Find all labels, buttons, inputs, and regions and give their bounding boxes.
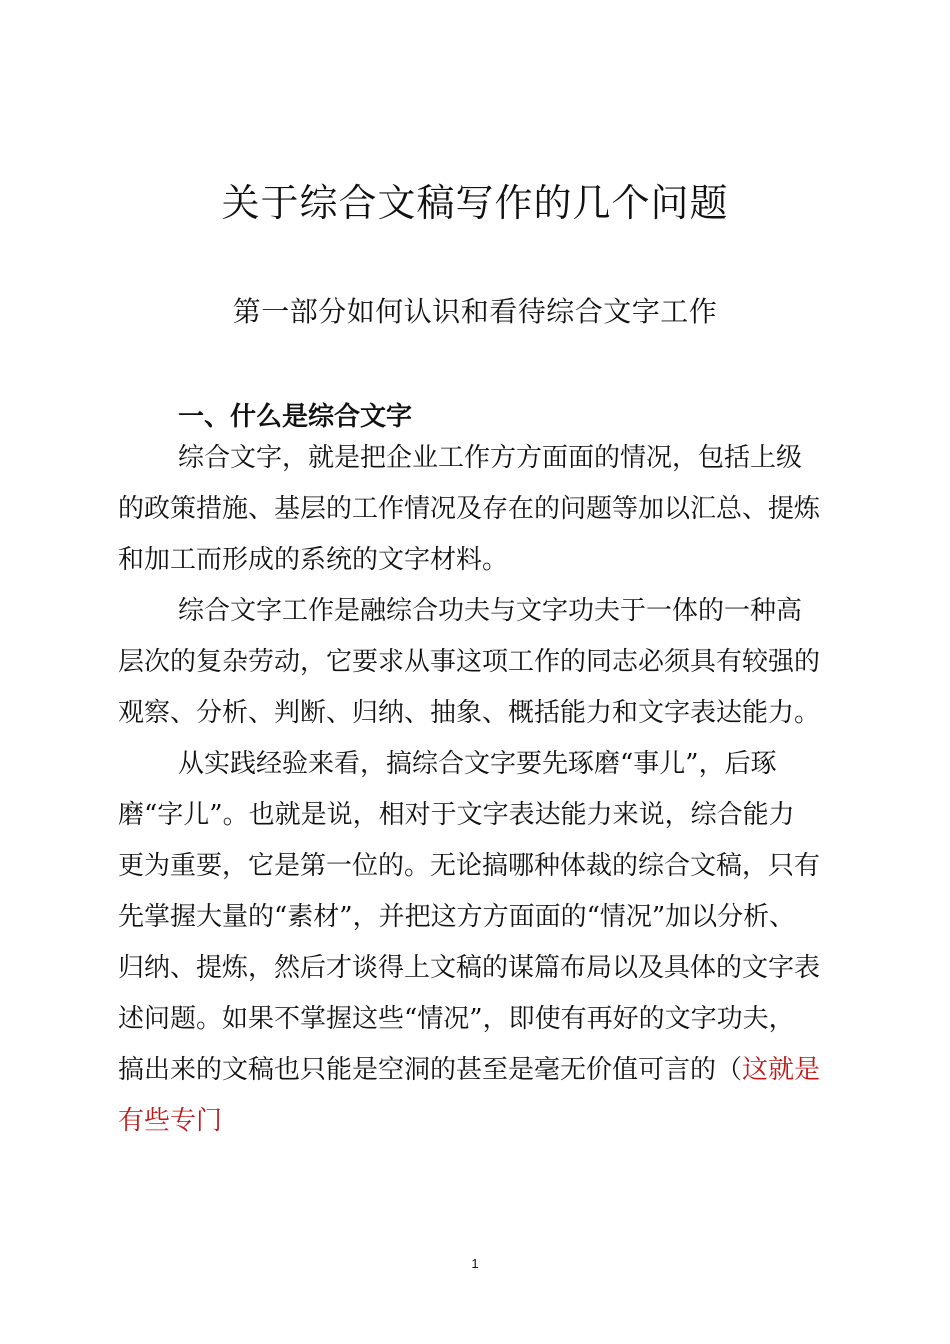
page-number: 1 — [471, 1256, 479, 1271]
paragraph-line: 述问题。如果不掌握这些“情况”，即使有再好的文字功夫， — [118, 1004, 795, 1034]
red-highlight-line: 有些专门 — [118, 1106, 223, 1136]
paragraph-line: 综合文字工作是融综合功夫与文字功夫于一体的一种高 — [178, 596, 803, 626]
red-highlight-text: 这就是 — [742, 1055, 821, 1085]
paragraph-line: 观察、分析、判断、归纳、抽象、概括能力和文字表达能力。 — [118, 698, 821, 728]
paragraph-line: 层次的复杂劳动，它要求从事这项工作的同志必须具有较强的 — [118, 647, 821, 677]
paragraph-line: 更为重要，它是第一位的。无论搞哪种体裁的综合文稿，只有 — [118, 851, 821, 881]
paragraph-line: 先掌握大量的“素材”，并把这方方面面的“情况”加以分析、 — [118, 902, 796, 932]
paragraph-line: 磨“字儿”。也就是说，相对于文字表达能力来说，综合能力 — [118, 800, 795, 830]
document-title: 关于综合文稿写作的几个问题 — [221, 181, 729, 225]
paragraph-line: 归纳、提炼，然后才谈得上文稿的谋篇布局以及具体的文字表 — [118, 953, 821, 983]
paragraph-line: 和加工而形成的系统的文字材料。 — [118, 545, 509, 575]
paragraph-line: 综合文字，就是把企业工作方方面面的情况，包括上级 — [178, 443, 803, 473]
paragraph-line: 从实践经验来看，搞综合文字要先琢磨“事儿”，后琢 — [178, 749, 777, 779]
paragraph-line-text: 搞出来的文稿也只能是空洞的甚至是毫无价值可言的（ — [118, 1055, 743, 1085]
paragraph-line — [118, 1057, 820, 1083]
section-heading: 一、什么是综合文字 — [178, 402, 413, 432]
part-heading: 第一部分如何认识和看待综合文字工作 — [232, 295, 718, 328]
paragraph-line: 的政策措施、基层的工作情况及存在的问题等加以汇总、提炼 — [118, 494, 821, 524]
